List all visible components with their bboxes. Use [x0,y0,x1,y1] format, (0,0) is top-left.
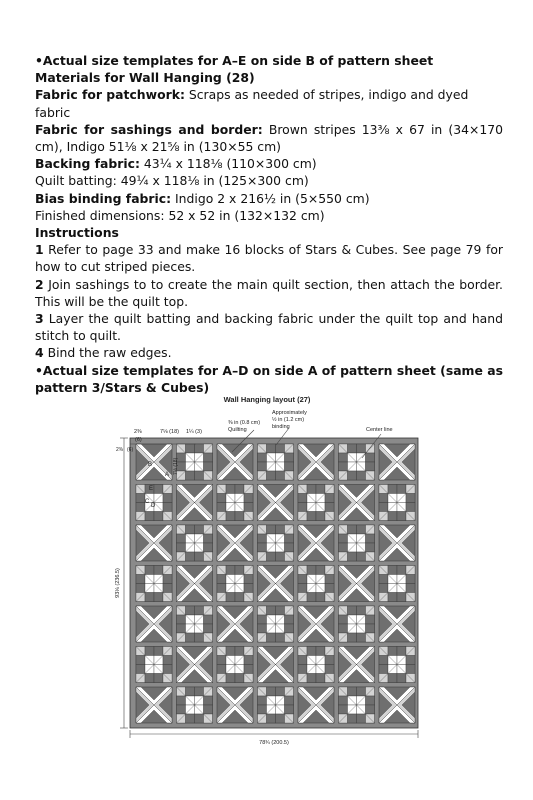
quilt-block [379,606,415,642]
quilt-block [258,444,294,480]
center-line-label: Center line [366,427,393,433]
quilt-block [217,525,253,561]
dim-label: 7⅛ (18) [173,457,179,475]
quilt-block [379,647,415,683]
line-10: 2 Join sashings to to create the main quilt section, then attach the border. This will be the quilt top. [35,276,503,309]
quilt-block [298,647,334,683]
quilt-block [258,525,294,561]
line-13: •Actual size templates for A–D on side A of pattern sheet (same as pattern 3/Stars & Cubes) [35,362,503,395]
quilting-label: ⅜ in (0.8 cm) [228,420,261,426]
line-2: Fabric for patchwork: Scraps as needed of stripes, indigo and dyed fabric [35,87,469,120]
quilt-block [217,606,253,642]
quilt-blocks [136,444,415,723]
dim-label: 2⅜ [134,429,142,435]
line-11: 3 Layer the quilt batting and backing fabric under the quilt top and hand stitch to quilt. [35,311,503,344]
quilt-block [339,647,375,683]
width-label: 78¾ (200.5) [259,740,289,746]
quilt-block [177,566,213,602]
quilt-block [379,444,415,480]
line-9: 1 Refer to page 33 and make 16 blocks of Stars & Cubes. See page 79 for how to cut striped pieces. [35,242,503,275]
line-5: Quilt batting: 49¼ x 118⅛ in (125×300 cm) [35,173,309,189]
line-0: •Actual size templates for A–E on side B of pattern sheet [35,53,434,68]
dim-label: 1¼ (3) [186,429,202,435]
quilt-block [339,485,375,521]
quilt-block [177,485,213,521]
quilt-block [136,687,172,723]
binding-label: binding [272,424,290,430]
quilt-block [217,687,253,723]
quilt-block [339,687,375,723]
quilt-block [177,525,213,561]
quilt-block [217,647,253,683]
quilt-block [298,525,334,561]
quilt-block [136,606,172,642]
binding-label: ½ in (1.2 cm) [272,417,305,423]
dim-label: 2⅜ [116,447,123,453]
line-1: Materials for Wall Hanging (28) [35,70,255,86]
quilt-block [136,647,172,683]
line-8: Instructions [35,225,119,241]
height-label: 93⅛ (236.5) [115,568,121,598]
quilt-block [298,566,334,602]
quilt-block [177,444,213,480]
quilt-block [258,485,294,521]
dim-label: (6) [127,447,134,453]
quilt-block [298,687,334,723]
quilt-block [217,485,253,521]
quilt-block [177,687,213,723]
dim-label: 7⅛ (18) [160,429,179,435]
quilt-block [339,525,375,561]
quilt-block [298,606,334,642]
dim-label: (6) [135,437,142,443]
quilt-block [258,687,294,723]
quilt-block [298,444,334,480]
line-4: Backing fabric: 43¼ x 118⅛ (110×300 cm) [35,156,317,172]
quilt-block [339,606,375,642]
quilt-block [258,606,294,642]
template-letter: A [165,472,170,478]
template-letter: B [148,462,153,468]
quilting-label: Quilting [228,427,247,433]
line-3: Fabric for sashings and border: Brown stripes 13⅜ x 67 in (34×170 cm), Indigo 51⅛ x 21⅝ in (130×55 cm) [35,121,503,155]
quilt-block [298,485,334,521]
quilt-block [136,566,172,602]
quilt-block [379,566,415,602]
quilt-block [258,647,294,683]
template-letter: C [145,499,150,505]
template-letter: D [151,503,156,509]
line-7: Finished dimensions: 52 x 52 in (132×132 cm) [35,207,325,223]
line-6: Bias binding fabric: Indigo 2 x 216½ in (5×550 cm) [35,190,370,206]
quilt-block [136,525,172,561]
quilt-block [177,606,213,642]
quilt-block [258,566,294,602]
quilt-block [177,647,213,683]
template-letter: E [149,486,154,492]
quilt-block [379,687,415,723]
diagram-title: Wall Hanging layout (27) [223,395,311,404]
line-12: 4 Bind the raw edges. [35,345,172,361]
quilt-block [217,566,253,602]
quilt-block [379,485,415,521]
quilt-block [379,525,415,561]
quilt-block [339,566,375,602]
binding-label: Approximately [272,410,307,416]
